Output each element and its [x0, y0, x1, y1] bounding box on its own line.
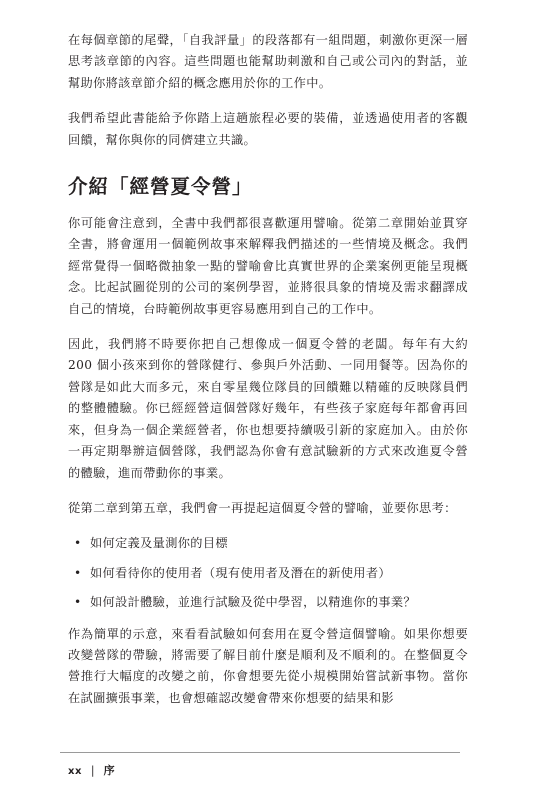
- bullet-text: 如何定義及量測你的目標: [90, 536, 228, 551]
- bullet-icon: •: [74, 595, 82, 610]
- bullet-text: 如何設計體驗，並進行試驗及從中學習，以精進你的事業？: [90, 595, 416, 610]
- bullet-item: [68, 592, 468, 613]
- bullet-icon: •: [74, 565, 82, 580]
- section-heading: 介紹「經營夏令營」: [68, 175, 253, 199]
- footer-separator: |: [90, 764, 95, 777]
- chapter-name: 序: [103, 764, 115, 777]
- page-content: [68, 30, 468, 723]
- bullet-item: [68, 533, 468, 554]
- paragraph-summer-camp: 因此，我們將不時要你把自己想像成一個夏令營的老闆。每年有大約 200 個小孩來到你的營隊健行、參與戶外活動、一同用餐等。因為你的營隊是如此大而多元，來自零星幾位隊員的回饋難以精確的反映隊員們的整體體驗。你已經經營這個營隊好幾年，有些孩子家庭每年都會再回來，但身為一個企業經營者，你也想要持續吸引新的家庭加入。由於你一再定期舉辦這個營隊，我們認為你會有意試驗新的方式來改進夏令營的體驗，進而帶動你的事業。: [68, 337, 468, 480]
- paragraph-experiment-example: 作為簡單的示意，來看看試驗如何套用在夏令營這個譬喻。如果你想要改變營隊的帶驗，將需要了解目前什麼是順利及不順利的。在整個夏令營推行大幅度的改變之前，你會想要先從小規模開始嘗試新事物。當你在試圖擴張事業，也會想確認改變會帶來你想要的結果和影: [68, 626, 468, 705]
- page-number: xx: [68, 766, 82, 777]
- bullet-icon: •: [74, 536, 82, 551]
- bullet-text: 如何看待你的使用者（現有使用者及潛在的新使用者）: [90, 565, 391, 580]
- footer-divider: [60, 752, 460, 753]
- paragraph-book-goal: 我們希望此書能給予你踏上這趟旅程必要的裝備，並透過使用者的客觀回饋，幫你與你的同儕建立共識。: [68, 111, 468, 147]
- paragraph-chapters-overview: 從第二章到第五章，我們會一再提起這個夏令營的譬喻，並要你思考：: [68, 500, 457, 515]
- page-footer: [68, 763, 115, 780]
- bullet-item: [68, 563, 468, 584]
- paragraph-metaphor-intro: 你可能會注意到，全書中我們都很喜歡運用譬喻。從第二章開始並貫穿全書，將會運用一個範例故事來解釋我們描述的一些情境及概念。我們經常覺得一個略微抽象一點的譬喻會比真實世界的企業案例更能呈現概念。比起試圖從別的公司的案例學習，並將很具象的情境及需求翻譯成自己的情境，台時範例故事更容易應用到自己的工作中。: [68, 216, 468, 316]
- paragraph-self-assessment: 在每個章節的尾聲，「自我評量」的段落都有一組問題，刺激你更深一層思考該章節的內容。這些問題也能幫助刺激和自己或公司內的對話，並幫助你將該章節介紹的概念應用於你的工作中。: [68, 33, 468, 90]
- bullet-list: [68, 533, 468, 613]
